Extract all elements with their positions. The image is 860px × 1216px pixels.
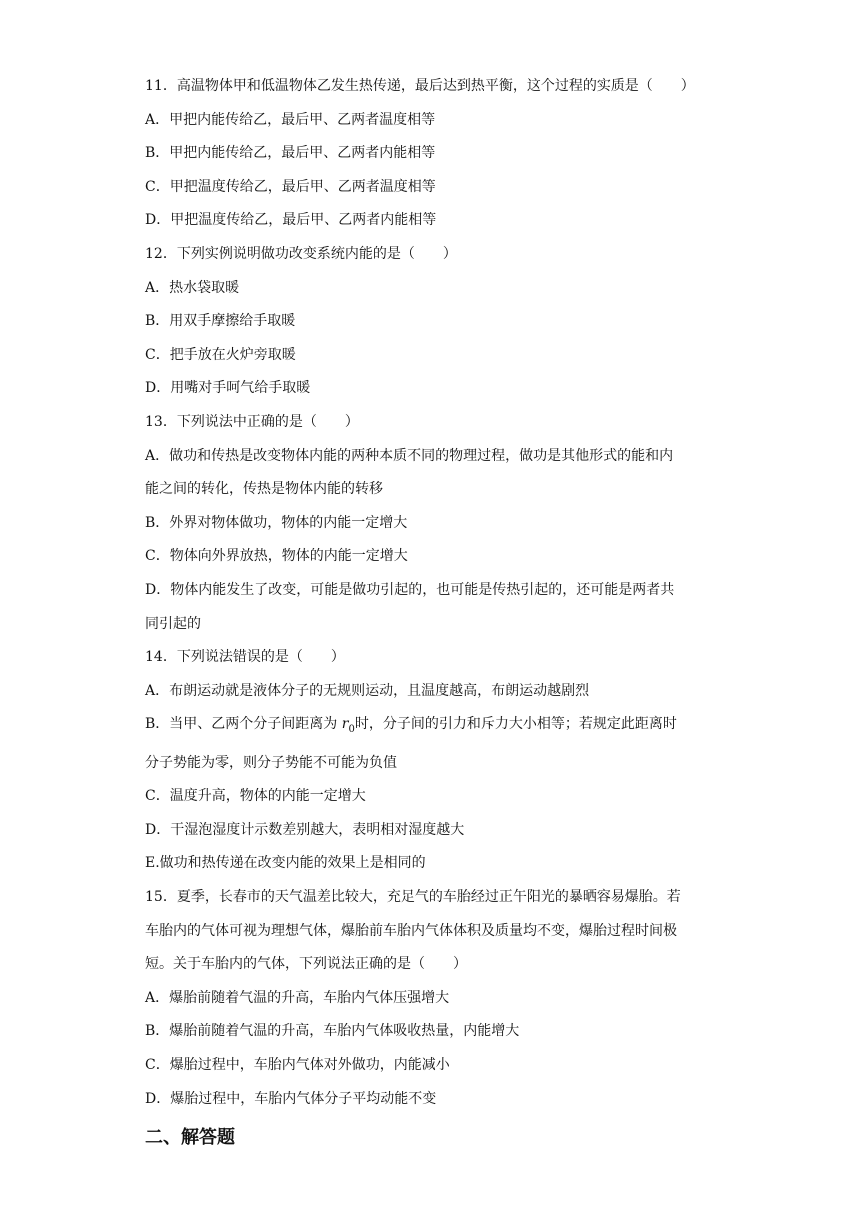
question-15-stem-line2: 车胎内的气体可视为理想气体，爆胎前车胎内气体体积及质量均不变，爆胎过程时间极 [145, 922, 677, 939]
question-14-option-b-line1 [145, 708, 725, 746]
question-15-stem-line3: 短。关于车胎内的气体，下列说法正确的是（ ） [145, 956, 467, 973]
question-11-stem: 11．高温物体甲和低温物体乙发生热传递，最后达到热平衡，这个过程的实质是（ ） [145, 78, 695, 94]
question-11-option-a: A．甲把内能传给乙，最后甲、乙两者温度相等 [145, 111, 436, 128]
question-11-option-d: D．甲把温度传给乙，最后甲、乙两者内能相等 [145, 212, 437, 229]
question-12-option-b: B．用双手摩擦给手取暖 [145, 313, 296, 330]
question-13-option-c: C．物体向外界放热，物体的内能一定增大 [145, 548, 408, 565]
question-14-option-d: D．干湿泡湿度计示数差别越大，表明相对湿度越大 [145, 821, 465, 838]
question-12-option-c: C．把手放在火炉旁取暖 [145, 346, 296, 363]
question-13-option-a-line1: A．做功和传热是改变物体内能的两种本质不同的物理过程，做功是其他形式的能和内 [145, 447, 674, 464]
r0-symbol [341, 716, 355, 736]
question-15-option-b: B．爆胎前随着气温的升高，车胎内气体吸收热量，内能增大 [145, 1023, 520, 1040]
question-15-option-d: D．爆胎过程中，车胎内气体分子平均动能不变 [145, 1090, 437, 1107]
question-14-option-b-post: 时，分子间的引力和斥力大小相等；若规定此距离时 [354, 716, 677, 733]
question-12-option-a: A．热水袋取暖 [145, 279, 240, 296]
question-15-stem-line1: 15．夏季，长春市的天气温差比较大，充足气的车胎经过正午阳光的暴晒容易爆胎。若 [145, 889, 681, 906]
question-14-stem: 14．下列说法错误的是（ ） [145, 649, 345, 666]
question-14-option-a: A．布朗运动就是液体分子的无规则运动，且温度越高，布朗运动越剧烈 [145, 682, 590, 699]
question-15-option-a: A．爆胎前随着气温的升高，车胎内气体压强增大 [145, 989, 450, 1006]
question-list [145, 70, 725, 1116]
question-13-option-b: B．外界对物体做功，物体的内能一定增大 [145, 514, 408, 531]
question-14-option-c: C．温度升高，物体的内能一定增大 [145, 788, 366, 805]
question-12-option-d: D．用嘴对手呵气给手取暖 [145, 380, 311, 397]
question-11-option-c: C．甲把温度传给乙，最后甲、乙两者温度相等 [145, 178, 436, 195]
section-heading: 二、解答题 [145, 1127, 235, 1148]
question-12-stem: 12．下列实例说明做功改变系统内能的是（ ） [145, 245, 457, 262]
question-15-option-c: C．爆胎过程中，车胎内气体对外做功，内能减小 [145, 1057, 450, 1074]
r0-subscript: 0 [348, 724, 355, 736]
question-14-option-b-pre: B．当甲、乙两个分子间距离为 [145, 716, 342, 733]
question-14-option-e: E.做功和热传递在改变内能的效果上是相同的 [145, 855, 426, 872]
question-13-option-a-line2: 能之间的转化，传热是物体内能的转移 [145, 481, 383, 498]
r0-letter: r [341, 716, 349, 733]
question-14-option-b-line2: 分子势能为零，则分子势能不可能为负值 [145, 754, 397, 771]
question-13-option-d-line2: 同引起的 [145, 615, 201, 632]
question-13-option-d-line1: D．物体内能发生了改变，可能是做功引起的，也可能是传热引起的，还可能是两者共 [145, 581, 675, 598]
question-13-stem: 13．下列说法中正确的是（ ） [145, 413, 359, 430]
question-11-option-b: B．甲把内能传给乙，最后甲、乙两者内能相等 [145, 145, 436, 162]
